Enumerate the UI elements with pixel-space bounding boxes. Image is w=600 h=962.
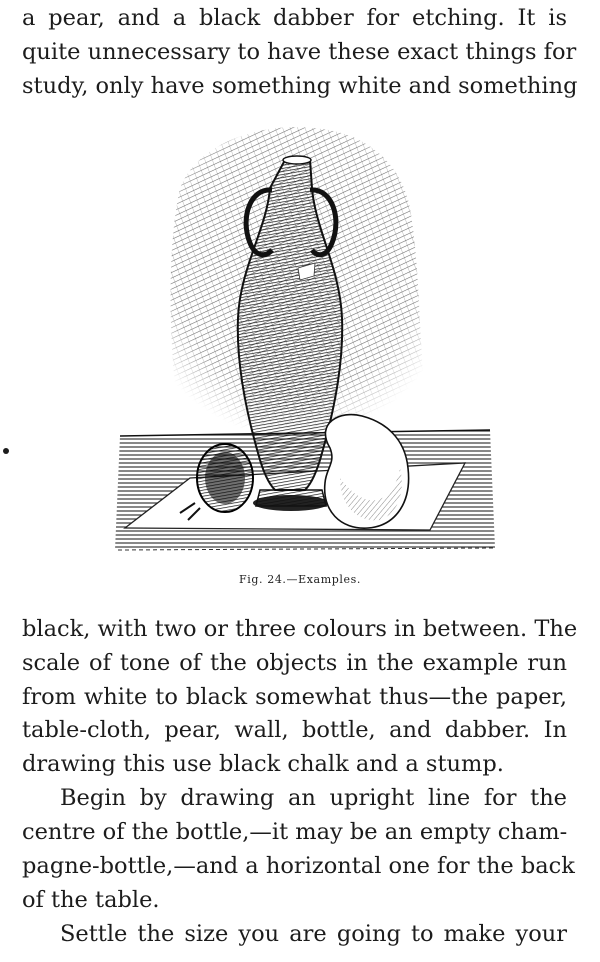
- text-line: pagne-bottle,—and a horizontal one for the back: [22, 853, 575, 879]
- text-line: scale of tone of the objects in the example run: [22, 650, 567, 676]
- text-line: quite unnecessary to have these exact things for: [22, 39, 577, 65]
- text-line: Settle the size you are going to make your: [60, 921, 567, 947]
- text-line: drawing this use black chalk and a stump.: [22, 751, 504, 777]
- text-line: table-cloth, pear, wall, bottle, and dabber. In: [22, 717, 567, 743]
- text-line: from white to black somewhat thus—the paper,: [22, 684, 567, 710]
- figure-caption: Fig. 24.—Examples.: [239, 573, 361, 586]
- text-line: Begin by drawing an upright line for the: [60, 785, 567, 811]
- text-line: of the table.: [22, 887, 160, 913]
- text-line: centre of the bottle,—it may be an empty cham-: [22, 819, 568, 845]
- ink-speck: [3, 448, 9, 454]
- text-line: black, with two or three colours in between. The: [22, 616, 578, 642]
- text-line: study, only have something white and something: [22, 73, 578, 99]
- still-life-illustration: [100, 118, 500, 568]
- text-line: a pear, and a black dabber for etching. It is: [22, 5, 567, 31]
